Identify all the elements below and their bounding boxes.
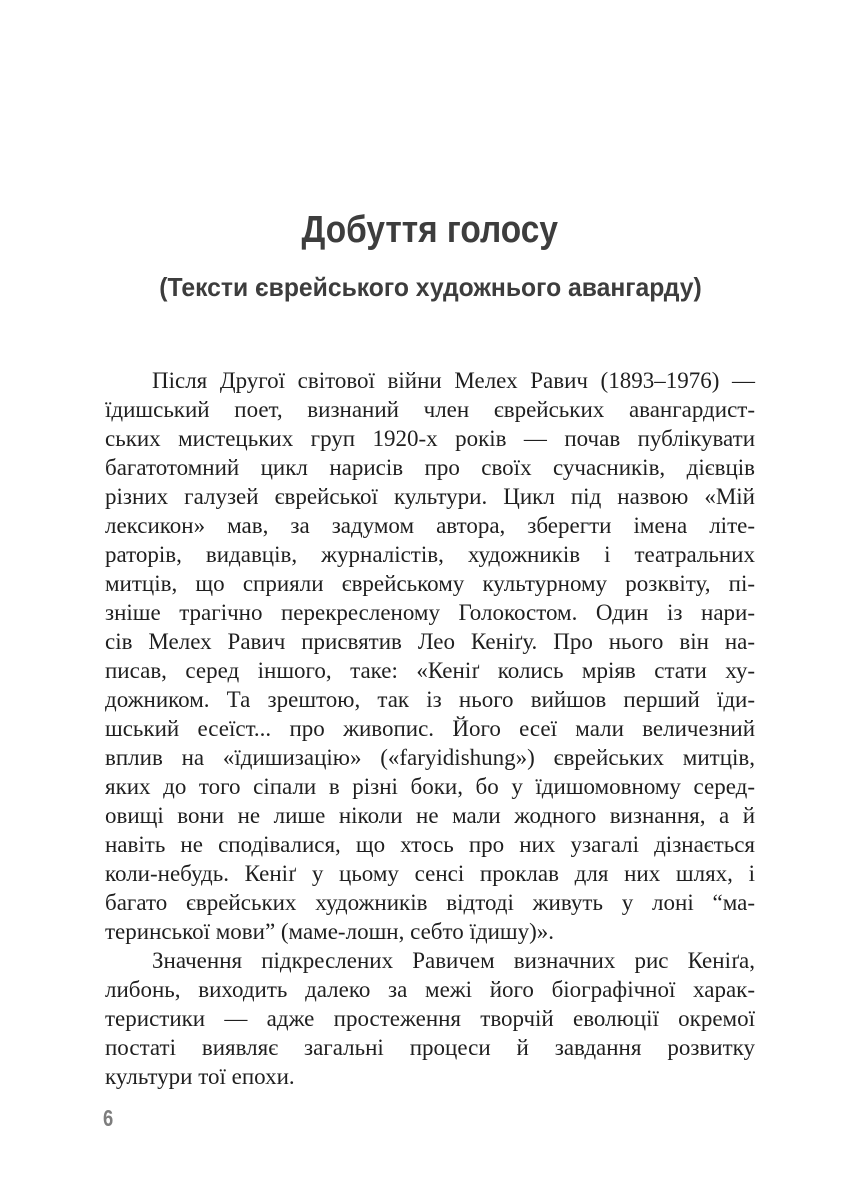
text-line: митців, що сприяли єврейському культурному розквіту, пі- — [105, 571, 755, 596]
page-number-text: 6 — [103, 1105, 114, 1131]
paragraph — [105, 946, 755, 1091]
text-line: дожником. Та зрештою, так із нього вийшов перший їди- — [105, 687, 755, 712]
text-line: їдишський поет, визнаний член єврейських авангардист- — [105, 397, 755, 422]
text-line: овищі вони не лише ніколи не мали жодного визнання, а й — [105, 803, 755, 828]
text-line: раторів, видавців, журналістів, художників і театральних — [105, 542, 755, 567]
text-line: постаті виявляє загальні процеси й завдання розвитку — [105, 1035, 755, 1060]
page-subtitle-text: (Тексти єврейського художнього авангарду) — [158, 271, 702, 302]
text-line: теристики — адже простеження творчій еволюції окремої — [105, 1006, 755, 1031]
text-line: теринської мови” (маме-лошн, себто їдишу)». — [105, 919, 555, 944]
text-line: яких до того сіпали в різні боки, бо у їдишомовному серед- — [105, 774, 755, 799]
paragraph — [105, 366, 755, 946]
text-line: коли-небудь. Кеніґ у цьому сенсі проклав для них шлях, і — [105, 861, 755, 886]
text-line: вплив на «їдишизацію» («faryidishung») єврейських митців, — [105, 745, 755, 770]
text-line: навіть не сподівалися, що хтось про них узагалі дізнається — [105, 832, 755, 857]
text-line: ських мистецьких груп 1920-х років — почав публікувати — [105, 426, 755, 451]
page-subtitle — [0, 272, 860, 302]
text-line: різних галузей єврейської культури. Цикл під назвою «Мій — [105, 484, 755, 509]
text-line: шський есеїст... про живопис. Його есеї мали величезний — [105, 716, 755, 741]
text-line: зніше трагічно перекресленому Голокостом. Один із нари- — [105, 600, 755, 625]
page-title — [0, 209, 860, 251]
text-line: либонь, виходить далеко за межі його біографічної харак- — [105, 977, 755, 1002]
text-line: багато єврейських художників відтоді живуть у лоні “ма- — [105, 890, 755, 915]
body-text — [105, 366, 755, 1091]
text-line: Значення підкреслених Равичем визначних рис Кеніґа, — [152, 948, 755, 973]
text-line: культури тої епохи. — [105, 1064, 295, 1089]
page-title-text: Добуття голосу — [301, 209, 559, 252]
text-line: Після Другої світової війни Мелех Равич (1893–1976) — — [152, 368, 755, 393]
text-line: сів Мелех Равич присвятив Лео Кеніґу. Про нього він на- — [105, 629, 755, 654]
page-number — [103, 1105, 116, 1132]
text-line: писав, серед іншого, таке: «Кеніґ колись мріяв стати ху- — [105, 658, 755, 683]
text-line: лексикон» мав, за задумом автора, зберегти імена літе- — [105, 513, 755, 538]
text-line: багатотомний цикл нарисів про своїх сучасників, дієвців — [105, 455, 755, 480]
